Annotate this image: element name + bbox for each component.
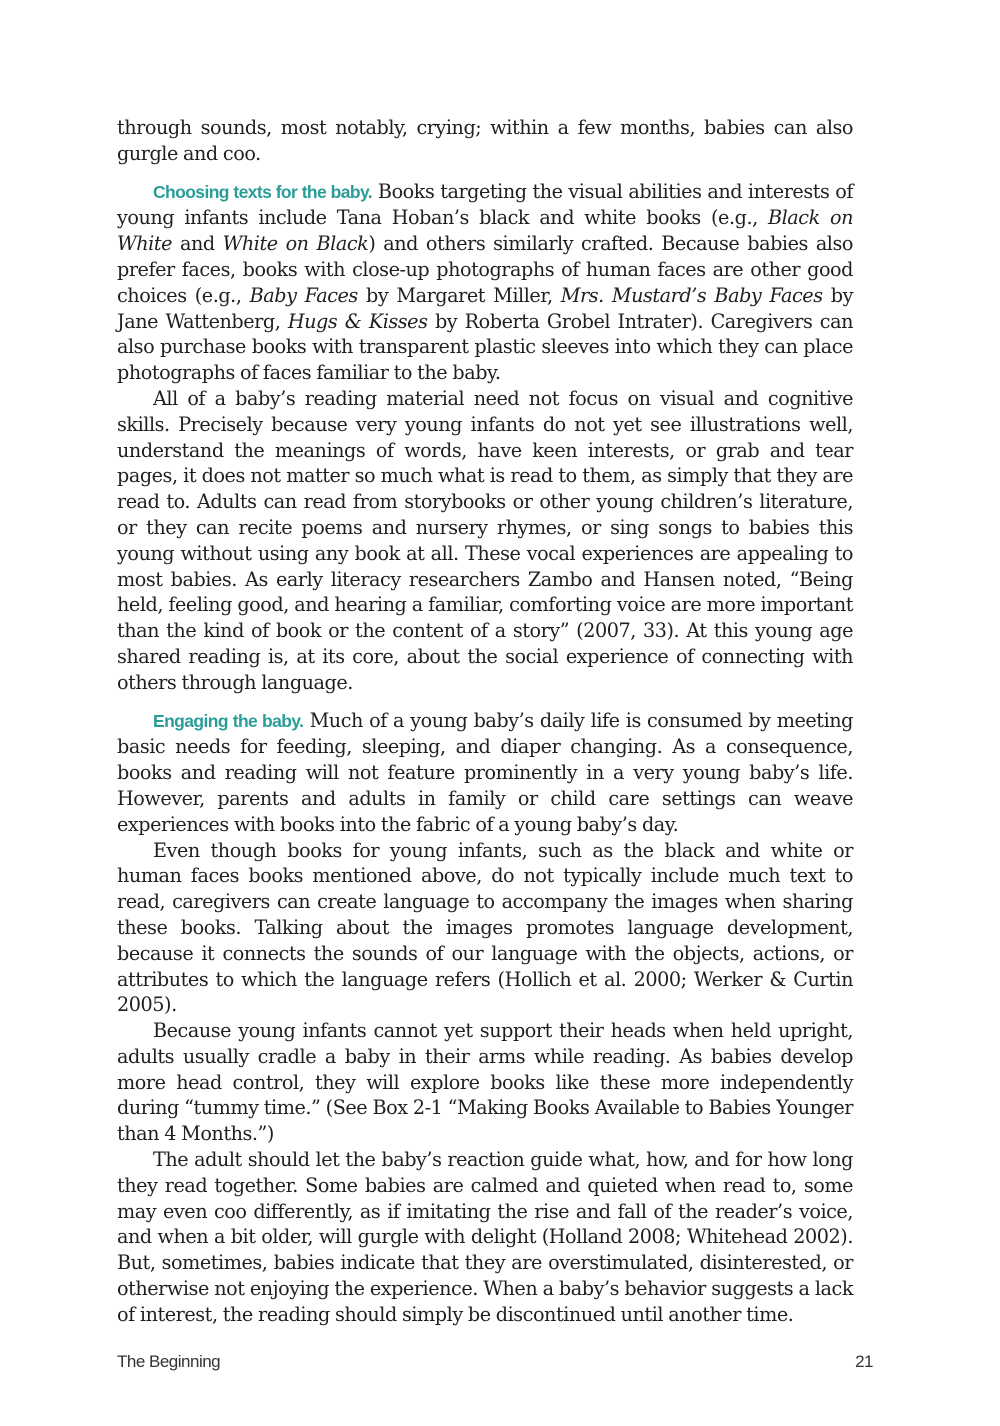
text-run: Because young infants cannot yet support their heads when held upright, adults usually cradle a baby in their arms while reading. As babies develop more head control, they will explore books like these more independently during “tummy time.” (See Box 2-1 “Making Books Available to Babies Younger than 4 Months.”) bbox=[117, 1019, 853, 1146]
body-text bbox=[117, 115, 853, 1328]
paragraph bbox=[117, 1018, 853, 1147]
book-title: White on Black bbox=[222, 232, 369, 256]
running-head: The Beginning bbox=[117, 1352, 221, 1371]
page-number: 21 bbox=[855, 1352, 873, 1371]
text-run: by Jane Wattenberg, bbox=[117, 283, 853, 333]
text-run: by Roberta Grobel Intrater). Caregivers can also purchase books with transparent plastic sleeves into which they can place photographs of faces familiar to the baby. bbox=[117, 309, 854, 385]
section-run-in-heading: Choosing texts for the baby. bbox=[153, 181, 373, 202]
book-title: Black on White bbox=[117, 206, 853, 256]
page-footer bbox=[117, 1352, 873, 1376]
text-run: by Margaret Miller, bbox=[357, 283, 561, 307]
text-run: The adult should let the baby’s reaction guide what, how, and for how long they read together. Some babies are calmed and quieted when read to, some may even coo differently, as if imitating the rise and fall of the reader’s voice, and when a bit older, will gurgle with delight (Holland 2008; Whitehead 2002). But, sometimes, babies indicate that they are overstimulated, disinterested, or otherwise not enjoying the experience. When a baby’s behavior suggests a lack of interest, the reading should simply be discontinued until another time. bbox=[117, 1148, 853, 1326]
paragraph bbox=[117, 115, 853, 167]
book-title: Hugs & Kisses bbox=[287, 309, 428, 333]
text-run: Books targeting the visual abilities and interests of young infants include Tana Hoban’s black and white books (e.g., bbox=[117, 179, 853, 230]
paragraph-choosing-texts bbox=[117, 179, 853, 386]
book-title: Mrs. Mustard’s Baby Faces bbox=[560, 283, 823, 307]
text-run: Even though books for young infants, such as the black and white or human faces books mentioned above, do not typically include much text to read, caregivers can create language to accompany the images when sharing these books. Talking about the images promotes language development, because it connects the sounds of our language with the objects, actions, or attributes to which the language refers (Hollich et al. 2000; Werker & Curtin 2005). bbox=[117, 838, 853, 1017]
paragraph-engaging-baby bbox=[117, 708, 853, 838]
text-run: Much of a young baby’s daily life is consumed by meeting basic needs for feeding, sleeping, and diaper changing. As a consequence, books and reading will not feature prominently in a very young baby’s life. However, parents and adults in family or child care settings can weave experiences with books into the fabric of a young baby’s day. bbox=[117, 708, 853, 836]
book-title: Baby Faces bbox=[249, 283, 358, 307]
text-run: and bbox=[172, 232, 223, 256]
text-run: through sounds, most notably, crying; within a few months, babies can also gurgle and coo. bbox=[117, 116, 853, 165]
text-run: ) and others similarly crafted. Because babies also prefer faces, books with close-up photographs of human faces are other good choices (e.g., bbox=[117, 232, 853, 307]
paragraph bbox=[117, 838, 853, 1019]
section-run-in-heading: Engaging the baby. bbox=[153, 710, 304, 731]
text-run: All of a baby’s reading material need not focus on visual and cognitive skills. Precisely because very young infants do not yet see illustrations well, understand the meanings of words, have keen interests, or grab and tear pages, it does not matter so much what is read to them, as simply that they are read to. Adults can read from storybooks or other young children’s literature, or they can recite poems and nursery rhymes, or sing songs to babies this young without using any book at all. These vocal experiences are appealing to most babies. As early literacy researchers Zambo and Hansen noted, “Being held, feeling good, and hearing a familiar, comforting voice are more important than the kind of book or the content of a story” (2007, 33). At this young age shared reading is, at its core, about the social experience of connecting with others through language. bbox=[117, 386, 853, 694]
paragraph bbox=[117, 1147, 853, 1328]
paragraph bbox=[117, 386, 853, 696]
